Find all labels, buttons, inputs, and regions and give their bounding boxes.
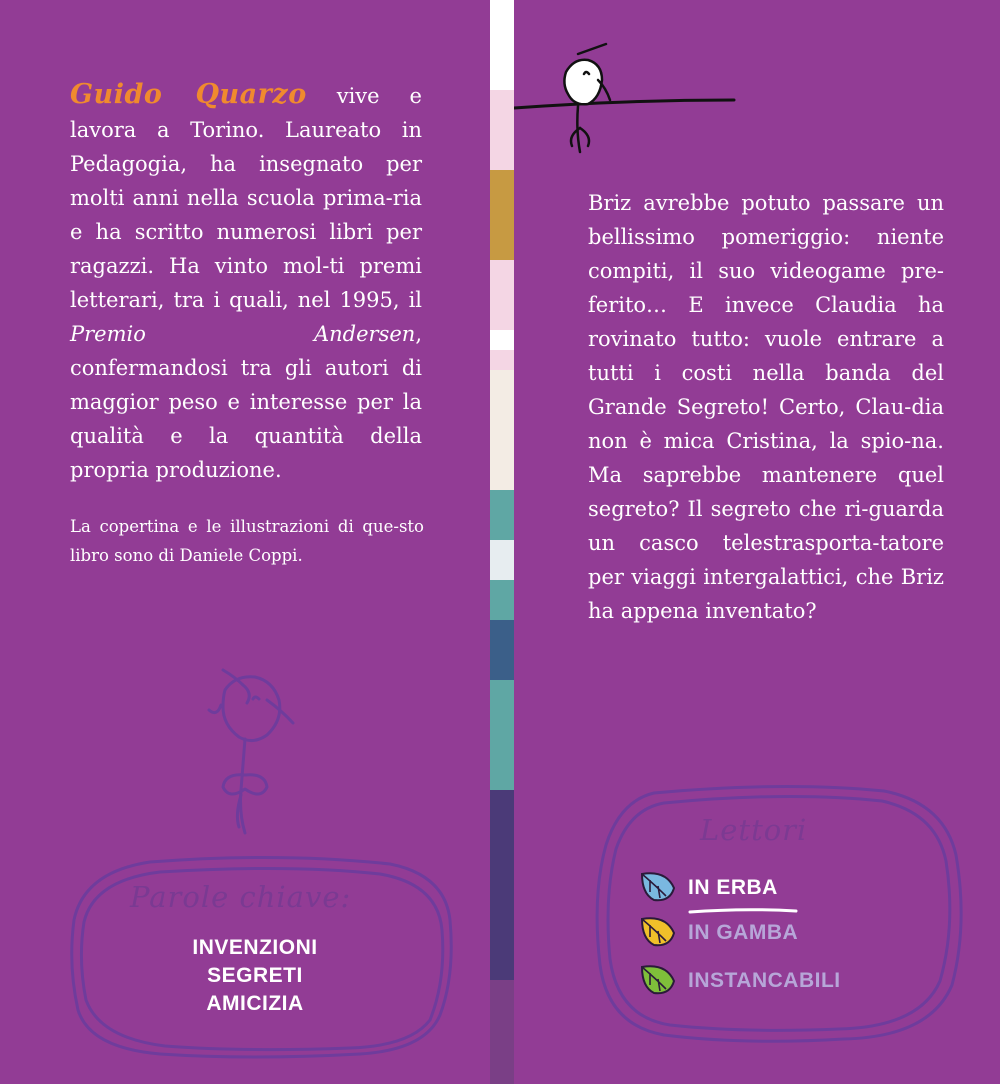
bio-text-5: ria e ha scritto numerosi libri xyxy=(70,186,422,244)
reader-level-in-erba xyxy=(636,868,778,908)
keywords-heading: Parole chiave: xyxy=(130,880,352,914)
reader-level-label: INSTANCABILI xyxy=(688,969,841,992)
author-bio xyxy=(70,78,422,487)
bio-comma: , xyxy=(415,322,422,346)
credits-line-1: La copertina e le illustrazioni di que- xyxy=(70,517,399,536)
bio-text-12: propria produzione. xyxy=(70,458,282,482)
bird-on-wire-icon xyxy=(514,40,754,170)
keyword-item: INVENZIONI xyxy=(192,936,318,959)
blurb-line: a tutti i costi nella banda del xyxy=(588,327,944,385)
blurb-line: che Briz ha appena inventato? xyxy=(588,565,944,623)
bird-doodle-icon xyxy=(195,655,305,835)
keywords-list xyxy=(150,934,360,1018)
readers-heading: Lettori xyxy=(700,813,808,847)
blue-leaf-icon xyxy=(636,868,680,908)
cover-illustration-strip xyxy=(490,0,514,1084)
bio-text-10: maggior peso e interesse per xyxy=(70,390,393,414)
reader-level-label: IN GAMBA xyxy=(688,921,799,944)
bio-text-2: lavora a Torino. Laureato in xyxy=(70,118,422,142)
bio-text-9: confermandosi tra gli autori di xyxy=(70,356,422,380)
blurb-line: bellissimo pomeriggio: niente xyxy=(588,225,944,249)
blurb-line: guarda un casco telestrasporta- xyxy=(588,497,944,555)
reader-level-instancabili xyxy=(636,961,841,1001)
author-name: Guido Quarzo xyxy=(70,79,307,110)
bio-text-8: nel 1995, il xyxy=(297,288,423,312)
bio-text-1: vive e xyxy=(336,84,422,108)
blurb-line: compiti, il suo videogame pre- xyxy=(588,259,944,283)
keyword-item: SEGRETI xyxy=(207,964,303,987)
blurb-line: ferito… E invece Claudia ha xyxy=(588,293,944,317)
book-blurb xyxy=(588,186,944,628)
blurb-line: na. Ma saprebbe mantenere xyxy=(588,429,944,487)
bio-text-3: Pedagogia, ha insegnato per xyxy=(70,152,422,176)
reader-level-label: IN ERBA xyxy=(688,876,778,899)
bio-text-7: ti premi letterari, tra i quali, xyxy=(70,254,422,312)
bio-text-4: molti anni nella scuola prima- xyxy=(70,186,393,210)
blurb-line: rovinato tutto: vuole entrare xyxy=(588,327,917,351)
green-leaf-icon xyxy=(636,961,680,1001)
blurb-line: quel segreto? Il segreto che ri- xyxy=(588,463,944,521)
award-name: Premio Andersen xyxy=(70,322,416,346)
reader-level-in-gamba xyxy=(636,913,798,953)
yellow-leaf-icon xyxy=(636,913,680,953)
blurb-line: tatore per viaggi intergalattici, xyxy=(588,531,944,589)
keyword-item: AMICIZIA xyxy=(206,992,304,1015)
left-flap xyxy=(0,0,490,1084)
credits-line-2: sto libro sono di Daniele Coppi. xyxy=(70,517,424,565)
bio-text-11: la qualità e la quantità della xyxy=(70,390,422,448)
illustration-credits xyxy=(70,512,424,570)
blurb-line: dia non è mica Cristina, la spio- xyxy=(588,395,944,453)
bio-text-6: per ragazzi. Ha vinto mol- xyxy=(70,220,422,278)
blurb-line: Briz avrebbe potuto passare un xyxy=(588,191,944,215)
blurb-line: Grande Segreto! Certo, Clau- xyxy=(588,395,912,419)
